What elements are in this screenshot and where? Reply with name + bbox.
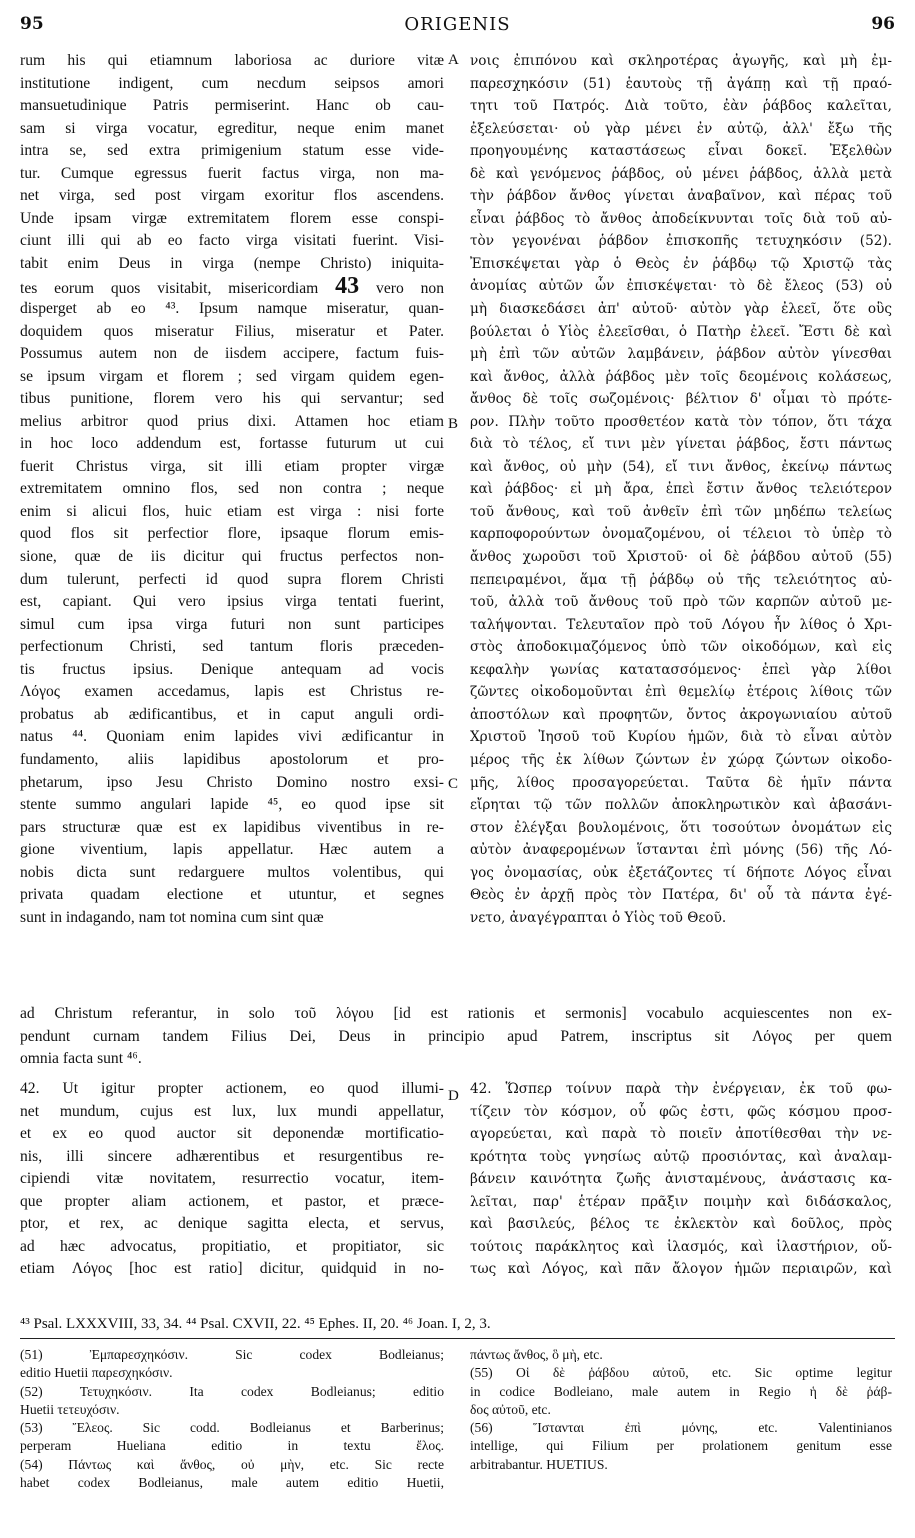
note-line: perperam Hueliana editio in textu ἔλος.	[20, 1438, 444, 1454]
page-number-left: 95	[20, 14, 44, 34]
greek-line: παρεσχηκόσιν (51) ἑαυτοὺς τῇ ἀγάπῃ καὶ τῇ πραό-	[470, 75, 892, 92]
greek-line: πεπειραμένοι, ἅμα τῇ ῥάβδῳ οὐ τῆς τελειότητος αὐ-	[470, 571, 892, 588]
latin-line: tibus punitione, florem vero his qui servantur; sed	[20, 390, 444, 408]
latin-line: melius arbitror quod prius dixi. Attamen hoc etiam	[20, 412, 444, 430]
latin-line: in hoc loco addendum est, fortasse futurum ut cui	[20, 435, 444, 453]
greek-line: εἶναι ῥάβδος τὸ ἄνθος ἀποδείκνυνται τοῖς διὰ τοῦ αὐ-	[470, 210, 892, 227]
latin-line: stente summo angulari lapide ⁴⁵, eo quod ipse sit	[20, 796, 444, 814]
greek-line: καὶ ῥάβδος· εἰ μὴ ἄρα, ἐπεὶ ἔστιν ἄνθος τελειότερον	[470, 481, 892, 498]
note-line: (56) Ἵστανται ἐπὶ μόνης, etc. Valentinianos	[470, 1420, 892, 1436]
greek-line: μῆς, λίθος προσαγορεύεται. Ταῦτα δὲ ἡμῖν πάντα	[470, 774, 892, 791]
line-text: tes eorum quos visitabit, misericordiam	[20, 280, 319, 298]
latin-line: privata quadam electione et utuntur, et segnes	[20, 886, 444, 904]
latin-line: simul cum ipsa virga futuri non sunt participes	[20, 615, 444, 633]
latin-line: que propter aliam actionem, et pastor, et præce-	[20, 1192, 444, 1210]
greek-line: ἐξελεύσεται· οὐ γὰρ μένει ἐν αὐτῷ, ἀλλ' ἔξω τῆς	[470, 120, 892, 137]
latin-line: tis fructus ipsius. Denique antequam ad vocis	[20, 660, 444, 678]
latin-line: disperget ab eo ⁴³. Ipsum namque miseratur, quan-	[20, 300, 444, 318]
latin-full-line: ad Christum referantur, in solo τοῦ λόγου [id est rationis et sermonis] vocabulo acquiescentes non ex-	[20, 1005, 892, 1022]
latin-full-line: pendunt curnam tandem Filius Dei, Deus in principio apud Patrem, inscriptus sit Λόγος per quem	[20, 1027, 892, 1045]
greek-line: ταλήψονται. Τελευταῖον πρὸ τοῦ Λόγου ἦν λίθος ὁ Χρι-	[470, 616, 892, 633]
latin-line: et ex eo quod auctor sit deponendæ mortificatio-	[20, 1125, 444, 1143]
latin-line: etiam Λόγος [hoc est ratio] dicitur, quidquid in no-	[20, 1260, 444, 1278]
greek-line: εἴρηται τῷ τῶν πολλῶν ἀποκληρωτικὸν καὶ ἀβασάνι-	[470, 797, 892, 814]
greek-line: τὸν γεγονέναι ῥάβδον ἐπισκοπῆς τετυχηκόσιν (52).	[470, 233, 892, 250]
margin-letter-b: B	[448, 416, 459, 432]
latin-line: perfectionum Christi, sed tantum floris præceden-	[20, 638, 444, 656]
latin-line: probatus ab ædificantibus, et in caput anguli ordi-	[20, 705, 444, 723]
latin-line: sione, quæ de iis dicitur qui fructus perfectos non-	[20, 548, 444, 566]
latin-column-upper	[20, 50, 444, 929]
latin-line: fuerit Christus virga, sit illi etiam propter virgæ	[20, 457, 444, 475]
greek-line: βάνειν καινότητα ζωῆς ἀνισταμένους, ἀνάστασις κα-	[470, 1171, 892, 1188]
latin-line: nis, illi sincere adhærentibus et resurgentibus re-	[20, 1147, 444, 1165]
latin-line: quod flos sit perfectior flore, ipsaque florum emis-	[20, 525, 444, 543]
latin-full-width-paragraph	[20, 1003, 892, 1071]
latin-line: cipiendi vitæ novitatem, resurrectio vocatur, item-	[20, 1170, 444, 1188]
greek-column-upper	[470, 50, 892, 929]
page-header	[20, 14, 895, 40]
greek-line: 42. Ὥσπερ τοίνυν παρὰ τὴν ἐνέργειαν, ἐκ τοῦ φω-	[470, 1081, 892, 1097]
latin-line: net virga, sed post virgam exoritur flos ascendens.	[20, 187, 444, 205]
greek-line: λεῖται, παρ' ἑτέραν πρᾶξιν ποιμὴν καὶ διδάσκαλος,	[470, 1193, 892, 1210]
note-line: (54) Πάντως καὶ ἄνθος, οὐ μὴν, etc. Sic recte	[20, 1456, 444, 1472]
latin-line: intra se, sed extra primigenium statum esse vide-	[20, 142, 444, 160]
note-line: in codice Bodleiano, male autem in Regio ἡ δὲ ῥάβ-	[470, 1383, 892, 1399]
latin-line: est, capiant. Qui vero ipsius virga tentati fuerint,	[20, 593, 444, 611]
greek-line: αγορεύεται, καὶ παρὰ τὸ ποιεῖν ἀποτίθεσθαι τὴν νε-	[470, 1126, 892, 1143]
greek-line: ἀνομίας αὐτῶν ὧν ἐπισκέψεται· τὸ δὲ ἔλεος (53) οὐ	[470, 278, 892, 295]
greek-line: τοῦ ἄνθους, καὶ τοῦ ἀνθεῖν ἐπὶ τῶν μηδέπω τελείως	[470, 503, 892, 520]
latin-line: Possumus autem non de iisdem accipere, factum fuis-	[20, 345, 444, 363]
latin-line: gione viventium, lapis appellatur. Hæc autem a	[20, 841, 444, 859]
greek-line: στὸς ἀποδοκιμαζόμενος ὑπὸ τῶν οἰκοδόμων, καὶ εἰς	[470, 639, 892, 656]
latin-line: ciunt illi qui ab eo facto virga visitati fuerint. Visi-	[20, 232, 444, 250]
greek-line: γος ὀνομασίας, οὐκ ἐξετάζοντες τί δήποτε Λόγος εἶναι	[470, 864, 892, 881]
latin-line: enim si alicui flos, huic etiam est virga : nisi forte	[20, 502, 444, 520]
latin-line: sam si virga vocatur, egreditur, neque enim manet	[20, 119, 444, 137]
greek-column-lower	[470, 1078, 892, 1281]
greek-line: μὴ ἐπὶ τῶν αὐτῶν λαμβάνειν, ῥάβδον αὐτὸν γίνεσθαι	[470, 346, 892, 363]
greek-line: κρότητα τοὺς γνησίως αὐτῷ προσιόντας, καὶ ἀναλαμ-	[470, 1148, 892, 1165]
latin-line: nobis dicta sunt redarguere multos volentibus, qui	[20, 863, 444, 881]
latin-line: institutione indigent, cum necdum seipsos amori	[20, 74, 444, 92]
note-line: (52) Τετυχηκόσιν. Ita codex Bodleianus; editio	[20, 1383, 444, 1399]
latin-line: dum tulerunt, perfecti id quod supra florem Christi	[20, 570, 444, 588]
greek-line: νετο, ἀναγέγραπται ὁ Υἱὸς τοῦ Θεοῦ.	[470, 909, 727, 926]
latin-line	[20, 275, 444, 298]
note-line: (55) Οἱ δὲ ῥάβδου αὐτοῦ, etc. Sic optime legitur	[470, 1365, 892, 1381]
greek-line: τητι τοῦ Πατρός. Διὰ τοῦτο, ἐὰν ῥάβδος καλεῖται,	[470, 98, 892, 115]
note-line: (53) Ἔλεος. Sic codd. Bodleianus et Barberinus;	[20, 1420, 444, 1436]
greek-line: καὶ βασιλεύς, βέλος τε ἐκλεκτὸν καὶ δοῦλος, πρὸς	[470, 1216, 892, 1233]
note-line: habet codex Bodleianus, male autem editio Huetii,	[20, 1475, 444, 1491]
latin-line: extremitatem omnino flos, sed non contra ; neque	[20, 480, 444, 498]
greek-line: αὐτὸν ἀναφερομένων ἵστανται ἐπὶ μόνης (56) τῆς Λό-	[470, 842, 892, 859]
latin-full-line: omnia facta sunt ⁴⁶.	[20, 1050, 142, 1068]
latin-line: Λόγος examen accedamus, lapis est Christus re-	[20, 683, 444, 701]
page-number-right: 96	[871, 14, 895, 34]
latin-line: se ipsum virgam et florem ; sed virgam quidem egen-	[20, 367, 444, 385]
latin-column-lower	[20, 1078, 444, 1281]
latin-line: net mundum, cujus est lux, lux mundi appellatur,	[20, 1102, 444, 1120]
footnote-rule	[20, 1338, 895, 1339]
note-line: δος αὐτοῦ, etc.	[470, 1401, 551, 1417]
greek-line: μὴ διασκεδάσει ἀπ' αὐτοῦ· αὐτὸν γὰρ ἐλεεῖ, ὅτε οὓς	[470, 301, 892, 318]
running-title: ORIGENIS	[404, 14, 511, 35]
notes-left-column	[20, 1346, 444, 1492]
note-line: Huetii τετευχόσιν.	[20, 1401, 120, 1417]
note-line: intellige, qui Filium per prolationem genitum esse	[470, 1438, 892, 1454]
note-line: πάντως ἄνθος, ὃ μὴ, etc.	[470, 1347, 603, 1362]
greek-line: ζῶντες οἰκοδομοῦνται ἐπὶ θεμελίῳ ἑτέροις λίθοις τῶν	[470, 684, 892, 701]
greek-line: τὴν ῥάβδον ἄνθος γίνεται ἀναβαῖνον, καὶ πέρας τοῦ	[470, 188, 892, 205]
margin-letter-d: D	[448, 1088, 459, 1104]
margin-letter-a: A	[448, 52, 459, 68]
note-line: (51) Ἐμπαρεσχηκόσιν. Sic codex Bodleianus;	[20, 1347, 444, 1362]
latin-line: phetarum, ipso Jesu Christo Domino nostro exsi-	[20, 773, 444, 791]
greek-line: Χριστοῦ Ἰησοῦ τοῦ Κυρίου ἡμῶν, διὰ τὸ εἶναι αὐτὸν	[470, 729, 892, 746]
greek-line: διὰ τὸ τέλος, εἴ τινι μὲν γίνεται ῥάβδος, ἔστι πάντως	[470, 436, 892, 453]
greek-line: ἀποστόλων καὶ προφητῶν, ὄντος ἀκρογωνιαίου αὐτοῦ	[470, 706, 892, 723]
notes-right-column	[470, 1346, 892, 1474]
greek-line: καὶ ἄνθος, ἀλλὰ ῥάβδος μὲν τοῖς δεομένοις κολάσεως,	[470, 368, 892, 385]
latin-line: ptor, et rex, ac denique sagitta electa, et servus,	[20, 1215, 444, 1233]
latin-line: doquidem quos miseratur Filius, miseratur et Pater.	[20, 322, 444, 340]
greek-line: μέρος τῆς ἐκ λίθων ζώντων ἐν χώρᾳ ζώντων οἰκοδο-	[470, 751, 892, 768]
greek-line: νοις ἐπιπόνου καὶ σκληροτέρας ἀγωγῆς, καὶ μὴ ἐμ-	[470, 53, 892, 69]
latin-line: tur. Cumque egressus fuerit factus virga, non ma-	[20, 164, 444, 182]
latin-line: ad hæc advocatus, propitiatio, et propitiator, sic	[20, 1237, 444, 1255]
column-number-marker: 43	[335, 275, 360, 299]
latin-line: natus ⁴⁴. Quoniam enim lapides vivi ædificantur in	[20, 728, 444, 746]
greek-line: καὶ ἄνθος, οὐ μὴν (54), εἴ τινι ἄνθος, ἐκείνῳ πάντως	[470, 458, 892, 475]
greek-line: βούλεται ὁ Υἱὸς ἐλεεῖσθαι, ὁ Πατὴρ ἐλεεῖ. Ἔστι δὲ καὶ	[470, 323, 892, 340]
note-line: arbitrabantur. HUETIUS.	[470, 1456, 608, 1472]
greek-line: στον ἐλέγξαι βουλομένοις, ὅτι τοσούτων ὀνομάτων εἰς	[470, 819, 892, 836]
latin-line: rum his qui etiamnum laboriosa ac duriore vitæ	[20, 52, 444, 69]
latin-line: 42. Ut igitur propter actionem, eo quod illumi-	[20, 1080, 444, 1097]
greek-line: ἄνθος χωροῦσι τοῦ Χριστοῦ· οἱ δὲ ῥάβδου αὐτοῦ (55)	[470, 549, 892, 566]
greek-line: κεφαλὴν γωνίας κατατασσόμενος· ἐπεὶ γὰρ λίθοι	[470, 661, 892, 678]
latin-line: sunt in indagando, nam tot nomina cum sint quæ	[20, 908, 324, 926]
greek-line: τοῦ, ἀλλὰ τοῦ ἄνθους τοῦ πρὸ τῶν καρπῶν αὐτοῦ με-	[470, 594, 892, 611]
scripture-references: ⁴³ Psal. LXXXVIII, 33, 34. ⁴⁴ Psal. CXVII, 22. ⁴⁵ Ephes. II, 20. ⁴⁶ Joan. I, 2, 3.	[20, 1316, 491, 1332]
greek-line: τούτοις παράκλητος καὶ ἱλασμός, καὶ ἱλαστήριον, οὕ-	[470, 1238, 892, 1255]
greek-line: τίζειν τὸν κόσμον, οὗ φῶς ἐστι, φῶς κόσμου προσ-	[470, 1103, 892, 1120]
greek-line: ἄνθος δὲ τοῖς σωζομένοις· βέλτιον δ' οἶμαι τὸ πρότε-	[470, 391, 892, 408]
greek-line: τως καὶ Λόγος, καὶ πᾶν ἄλογον ἡμῶν περιαιρῶν, καὶ	[470, 1261, 892, 1278]
greek-line: προηγουμένης καταστάσεως εἶναι δοκεῖ. Ἐξελθὼν	[470, 143, 892, 160]
latin-line: fundamento, aliis lapidibus apostolorum et pro-	[20, 750, 444, 768]
note-line: editio Huetii παρεσχηκόσιν.	[20, 1365, 173, 1381]
latin-line: tabit enim Deus in virga (nempe Christo) iniquita-	[20, 254, 444, 272]
greek-line: Ἐπισκέψεται γὰρ ὁ Θεὸς ἐν ῥάβδῳ τῷ Χριστῷ τὰς	[470, 255, 892, 272]
greek-line: ρον. Πλὴν τοῦτο προσθετέον κατὰ τὸν τόπον, ὅτι τάχα	[470, 413, 892, 430]
greek-line: Θεὸς ἐν ἀρχῇ πρὸς τὸν Πατέρα, δι' οὗ τὰ πάντα ἐγέ-	[470, 887, 892, 904]
greek-line: καρποφορούντων ὀνομαζομένου, οἱ τέλειοι τὸ ὑπὲρ τὸ	[470, 526, 892, 543]
latin-line: pars structuræ quæ est ex lapidibus viventibus in re-	[20, 818, 444, 836]
line-text: vero non	[376, 280, 444, 298]
greek-line: δὲ καὶ γενόμενος ῥάβδος, οὐ μένει ῥάβδος, ἀλλὰ μετὰ	[470, 165, 892, 182]
latin-line: Unde ipsam virgæ extremitatem florem esse conspi-	[20, 209, 444, 227]
margin-letter-c: C	[448, 776, 459, 792]
latin-line: mansuetudinique Patris permiserint. Hanc ob cau-	[20, 97, 444, 115]
